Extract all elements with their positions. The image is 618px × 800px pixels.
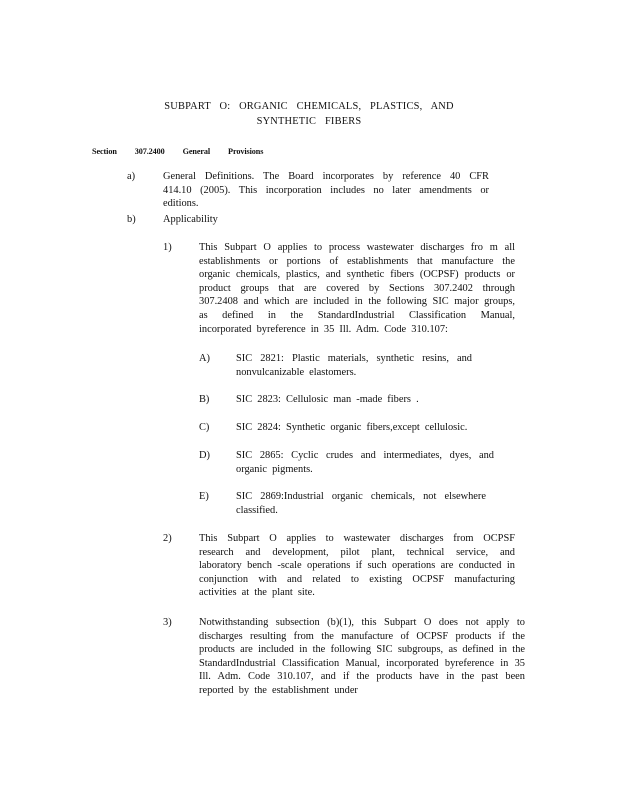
subpart-title-line-1: SUBPART O: ORGANIC CHEMICALS, PLASTICS, AND [164,101,454,112]
sic-item-a-text: SIC 2821: Plastic materials, synthetic resins, and nonvulcanizable elastomers. [236,353,472,378]
subsection-b-label: b) [127,214,136,225]
subsection-a-label: a) [127,171,136,182]
sic-item-e-label: E) [199,491,209,502]
subsection-b-heading: Applicability [163,214,218,225]
subpart-title-line-2: SYNTHETIC FIBERS [256,115,362,127]
subsection-a-text: General Definitions. The Board incorporates by reference 40 CFR 414.10 (2005). This incorporation includes no later amendments or editions. [163,171,489,210]
paragraph-b2-text: This Subpart O applies to wastewater discharges from OCPSF research and development, pilot plant, technical service, and laboratory bench -scale operations if such operations are conducted in conjunction with and related to existing OCPSF manufacturing activities at the plant site. [199,533,515,599]
section-title-word-2: Provisions [228,147,264,156]
sic-item-c-label: C) [199,422,210,433]
paragraph-b3-label: 3) [163,617,172,628]
section-number: 307.2400 [134,147,165,156]
paragraph-b1-label: 1) [163,242,172,253]
sic-item-d-text: SIC 2865: Cyclic crudes and intermediates, dyes, and organic pigments. [236,450,494,475]
sic-item-e-text: SIC 2869:Industrial organic chemicals, not elsewhere classified. [236,491,486,516]
section-heading [92,145,279,159]
sic-item-c-text: SIC 2824: Synthetic organic fibers,except cellulosic. [236,422,468,433]
sic-item-b-text: SIC 2823: Cellulosic man -made fibers . [236,394,419,405]
paragraph-b1-text: This Subpart O applies to process wastewater discharges fro m all establishments or portions of establishments that manufacture the organic chemicals, plastics, and synthetic fibers (OCPSF) products or product groups that are covered by Sections 307.2402 through 307.2408 and which are included in the following SIC major groups, as defined in the StandardIndustrial Classification Manual, incorporated byreference in 35 Ill. Adm. Code 310.107: [199,242,515,335]
section-label: Section [92,147,117,156]
sic-item-d-label: D) [199,450,210,461]
sic-item-a-label: A) [199,353,210,364]
subpart-title [0,100,618,129]
paragraph-b2-label: 2) [163,533,172,544]
sic-item-b-label: B) [199,394,210,405]
section-title-word-1: General [182,147,211,156]
paragraph-b3-text: Notwithstanding subsection (b)(1), this Subpart O does not apply to discharges resulting from the manufacture of OCPSF products if the products are included in the following SIC subgroups, as defined in the StandardIndustrial Classification Manual, incorporated byreference in 35 Ill. Adm. Code 310.107, and if the products have in the past been reported by the establishment under [199,617,525,696]
